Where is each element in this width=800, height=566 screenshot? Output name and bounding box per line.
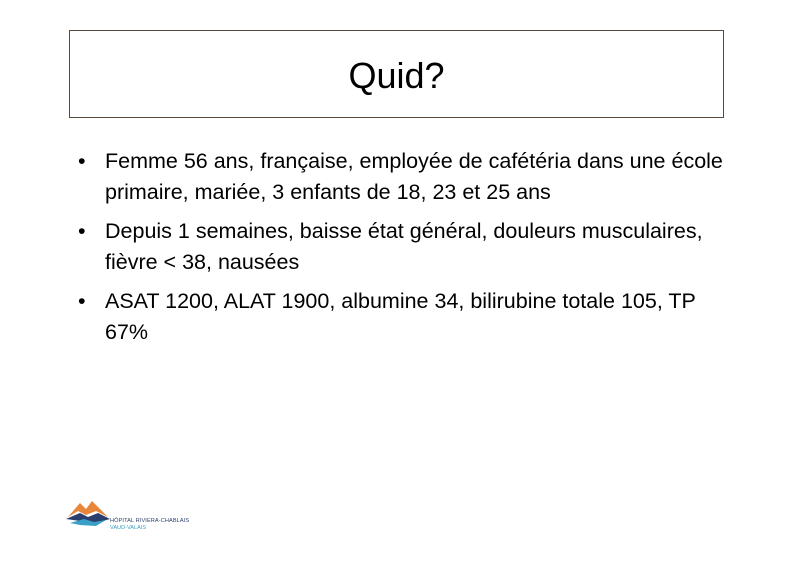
bullet-item [78,146,738,208]
logo-region: VAUD-VALAIS [110,525,147,531]
logo-name: HÔPITAL RIVIERA-CHABLAIS [110,518,190,524]
bullet-item [78,216,738,278]
slide-title: Quid? [348,55,445,96]
bullet-list [78,146,738,356]
bullet-icon: • [78,289,86,313]
title-box [69,30,724,118]
mountain-logo-icon [66,497,110,527]
bullet-text: ASAT 1200, ALAT 1900, albumine 34, bilirubine totale 105, TP 67% [105,289,696,344]
bullet-icon: • [78,219,86,243]
bullet-item [78,286,738,348]
hospital-logo [66,497,190,537]
bullet-icon: • [78,149,86,173]
bullet-text: Depuis 1 semaines, baisse état général, douleurs musculaires, fièvre < 38, nausées [105,219,703,274]
bullet-text: Femme 56 ans, française, employée de cafétéria dans une école primaire, mariée, 3 enfants de 18, 23 et 25 ans [105,149,723,204]
